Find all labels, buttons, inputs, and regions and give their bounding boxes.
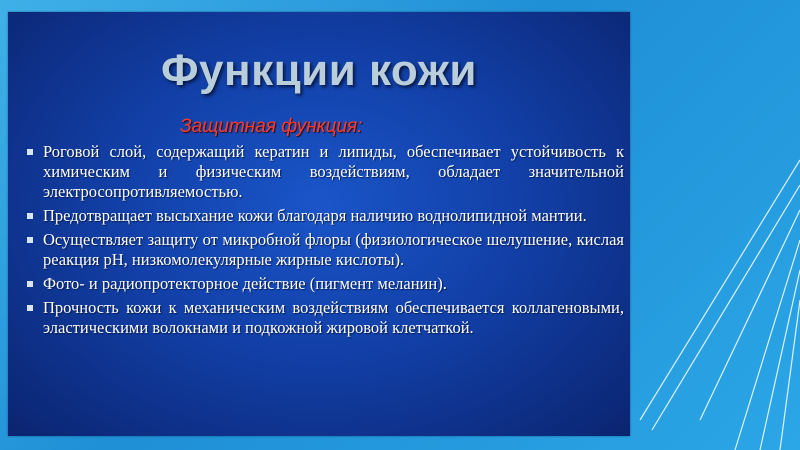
bullet-item: Прочность кожи к механическим воздействиям обеспечивается коллагеновыми, эластическими волокнами и подкожной жировой клетчаткой.	[26, 298, 624, 338]
bullet-item: Осуществляет защиту от микробной флоры (физиологическое шелушение, кислая реакция pH, низкомолекулярные жирные кислоты).	[26, 230, 624, 270]
bullet-item: Предотвращает высыхание кожи благодаря наличию воднолипидной мантии.	[26, 206, 624, 226]
slide-title: Функции кожи	[161, 46, 477, 95]
bullet-item: Роговой слой, содержащий кератин и липиды, обеспечивает устойчивость к химическим и физическим воздействиям, обладает значительной электросопротивляемостью.	[26, 142, 624, 202]
bullet-list	[26, 142, 624, 342]
slide-panel	[8, 12, 630, 436]
slide-subtitle: Защитная функция:	[180, 116, 363, 137]
bullet-item: Фото- и радиопротекторное действие (пигмент меланин).	[26, 274, 624, 294]
